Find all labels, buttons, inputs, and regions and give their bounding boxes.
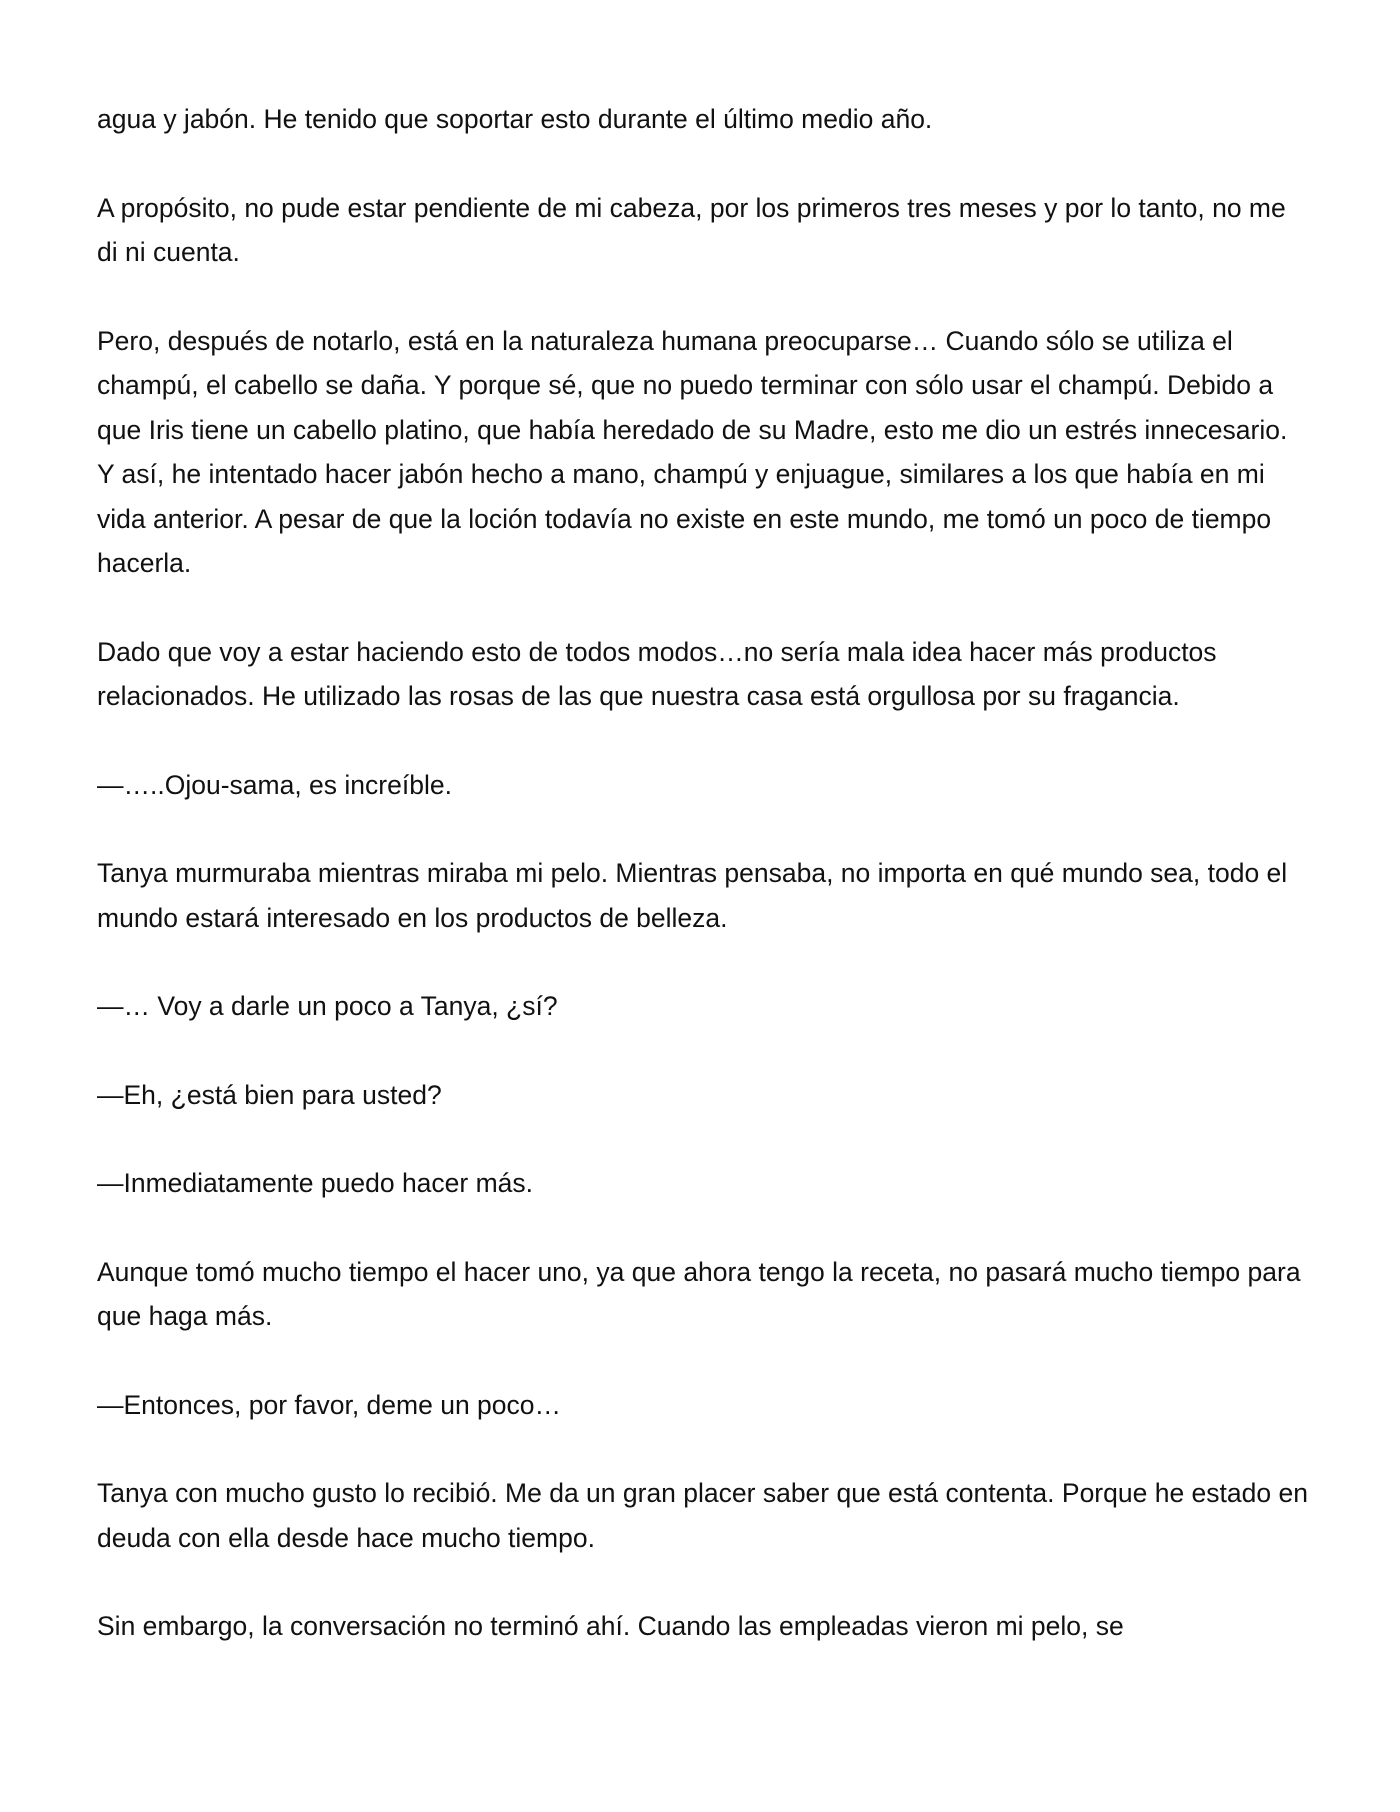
dialogue-line: —Entonces, por favor, deme un poco… [97,1389,562,1420]
paragraph: Tanya con mucho gusto lo recibió. Me da un gran placer saber que está contenta. Porque he estado en deuda con ella desde hace mucho tiempo. [97,1478,1308,1553]
paragraph: Sin embargo, la conversación no terminó ahí. Cuando las empleadas vieron mi pelo, se [97,1611,1124,1641]
paragraph: A propósito, no pude estar pendiente de mi cabeza, por los primeros tres meses y por lo tanto, no me di ni cuenta. [97,192,1286,267]
paragraph: agua y jabón. He tenido que soportar esto durante el último medio año. [97,104,933,134]
dialogue-line: —…..Ojou-sama, es increíble. [97,769,452,800]
dialogue-line: —Eh, ¿está bien para usted? [97,1079,442,1110]
paragraph: Tanya murmuraba mientras miraba mi pelo. Mientras pensaba, no importa en qué mundo sea, todo el mundo estará interesado en los productos de belleza. [97,858,1288,933]
paragraph: Pero, después de notarlo, está en la naturaleza humana preocuparse… Cuando sólo se utiliza el champú, el cabello se daña. Y porque sé, que no puedo terminar con sólo usar el champú. Debido a que Iris tiene un cabello platino, que había heredado de su Madre, esto me dio un estrés innecesario. Y así, he intentado hacer jabón hecho a mano, champú y enjuague, similares a los que había en mi vida anterior. A pesar de que la loción todavía no existe en este mundo, me tomó un poco de tiempo hacerla. [97,325,1288,578]
paragraph: Dado que voy a estar haciendo esto de todos modos…no sería mala idea hacer más productos relacionados. He utilizado las rosas de las que nuestra casa está orgullosa por su fragancia. [97,636,1217,711]
dialogue-line: —… Voy a darle un poco a Tanya, ¿sí? [97,991,558,1021]
paragraph: Aunque tomó mucho tiempo el hacer uno, ya que ahora tengo la receta, no pasará mucho tiempo para que haga más. [97,1256,1301,1331]
dialogue-line: —Inmediatamente puedo hacer más. [97,1168,534,1198]
